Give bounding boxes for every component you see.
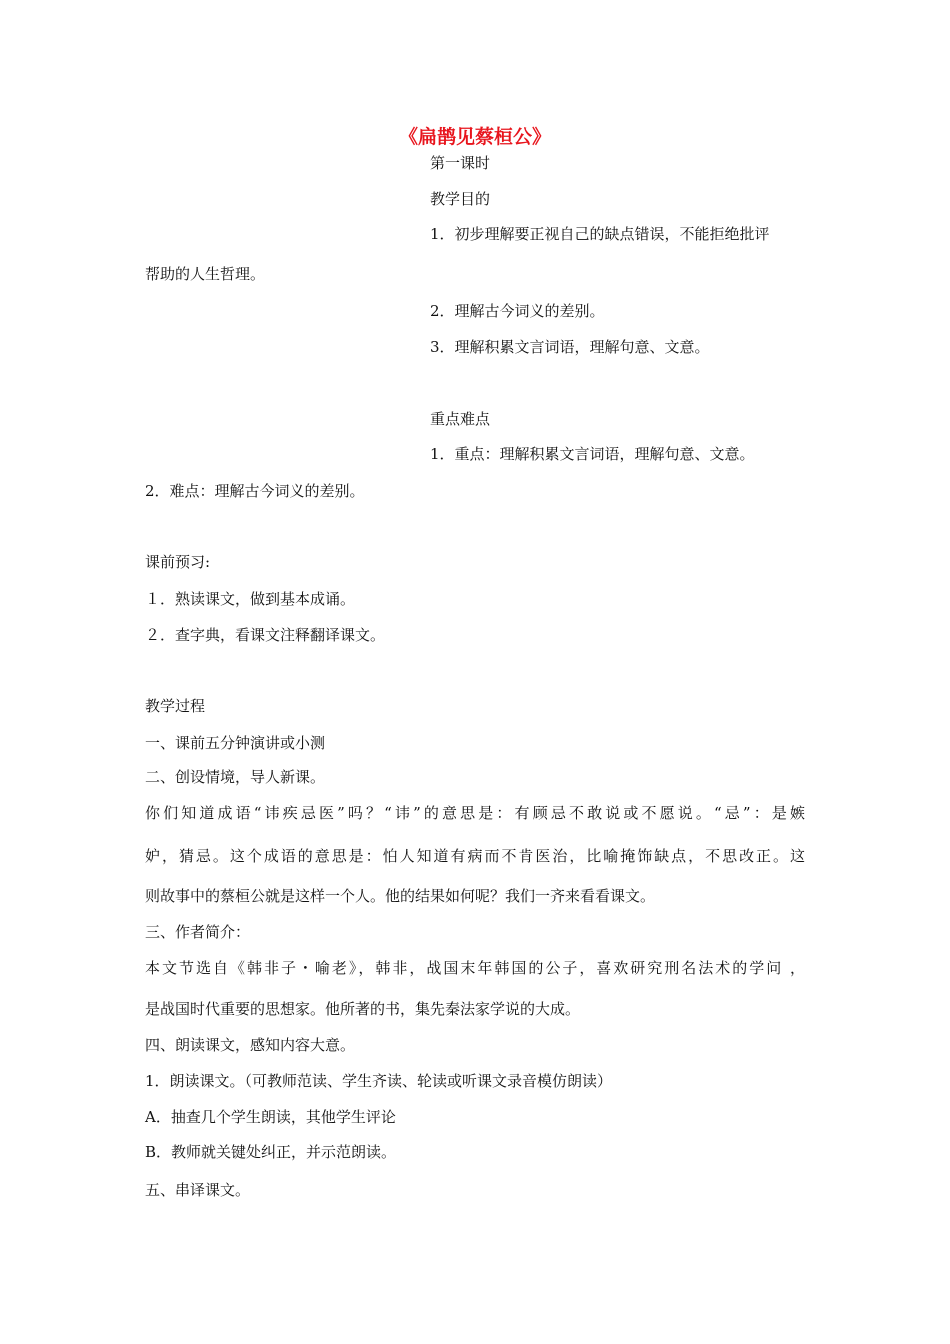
reading-item-a: A．抽查几个学生朗读，其他学生评论 [145, 1108, 396, 1126]
key-points-heading: 重点难点 [430, 410, 491, 428]
preview-item-2: ２．查字典，看课文注释翻译课文。 [145, 626, 386, 644]
objective-1-line-1: 1．初步理解要正视自己的缺点错误，不能拒绝批评 [430, 225, 770, 243]
process-step-1: 一、课前五分钟演讲或小测 [145, 734, 326, 752]
process-step-2: 二、创设情境，导人新课。 [145, 768, 326, 786]
objective-1-line-2: 帮助的人生哲理。 [145, 265, 266, 283]
key-point-2: 2．难点：理解古今词义的差别。 [145, 482, 365, 500]
reading-item-1: 1．朗读课文。（可教师范读、学生齐读、轮读或听课文录音模仿朗读） [145, 1072, 613, 1090]
author-paragraph-line-1: 本文节选自《韩非子・喻老》，韩非，战国末年韩国的公子，喜欢研究刑名法术的学问 ， [145, 959, 805, 977]
process-step-3: 三、作者简介： [145, 923, 251, 941]
preview-item-1: １．熟读课文，做到基本成诵。 [145, 590, 356, 608]
key-point-1: 1．重点：理解积累文言词语，理解句意、文意。 [430, 445, 755, 463]
objectives-heading: 教学目的 [430, 190, 491, 208]
intro-paragraph-line-1: 你们知道成语“讳疾忌医”吗？“讳”的意思是：有顾忌不敢说或不愿说。“忌”：是嫉 [145, 804, 805, 822]
process-step-5: 五、串译课文。 [145, 1181, 251, 1199]
document-title: 《扁鹊见蔡桓公》 [398, 126, 551, 148]
objective-3: 3．理解积累文言词语，理解句意、文意。 [430, 338, 710, 356]
process-step-4: 四、朗读课文，感知内容大意。 [145, 1036, 356, 1054]
reading-item-b: B．教师就关键处纠正，并示范朗读。 [145, 1143, 397, 1161]
process-heading: 教学过程 [145, 697, 206, 715]
preview-heading: 课前预习: [145, 553, 211, 571]
intro-paragraph-line-2: 妒，猜忌。这个成语的意思是：怕人知道有病而不肯医治，比喻掩饰缺点，不思改正。这 [145, 847, 805, 865]
lesson-label: 第一课时 [430, 154, 491, 172]
intro-paragraph-line-3: 则故事中的蔡桓公就是这样一个人。他的结果如何呢？我们一齐来看看课文。 [145, 887, 656, 905]
author-paragraph-line-2: 是战国时代重要的思想家。他所著的书，集先秦法家学说的大成。 [145, 1000, 581, 1018]
objective-2: 2．理解古今词义的差别。 [430, 302, 605, 320]
